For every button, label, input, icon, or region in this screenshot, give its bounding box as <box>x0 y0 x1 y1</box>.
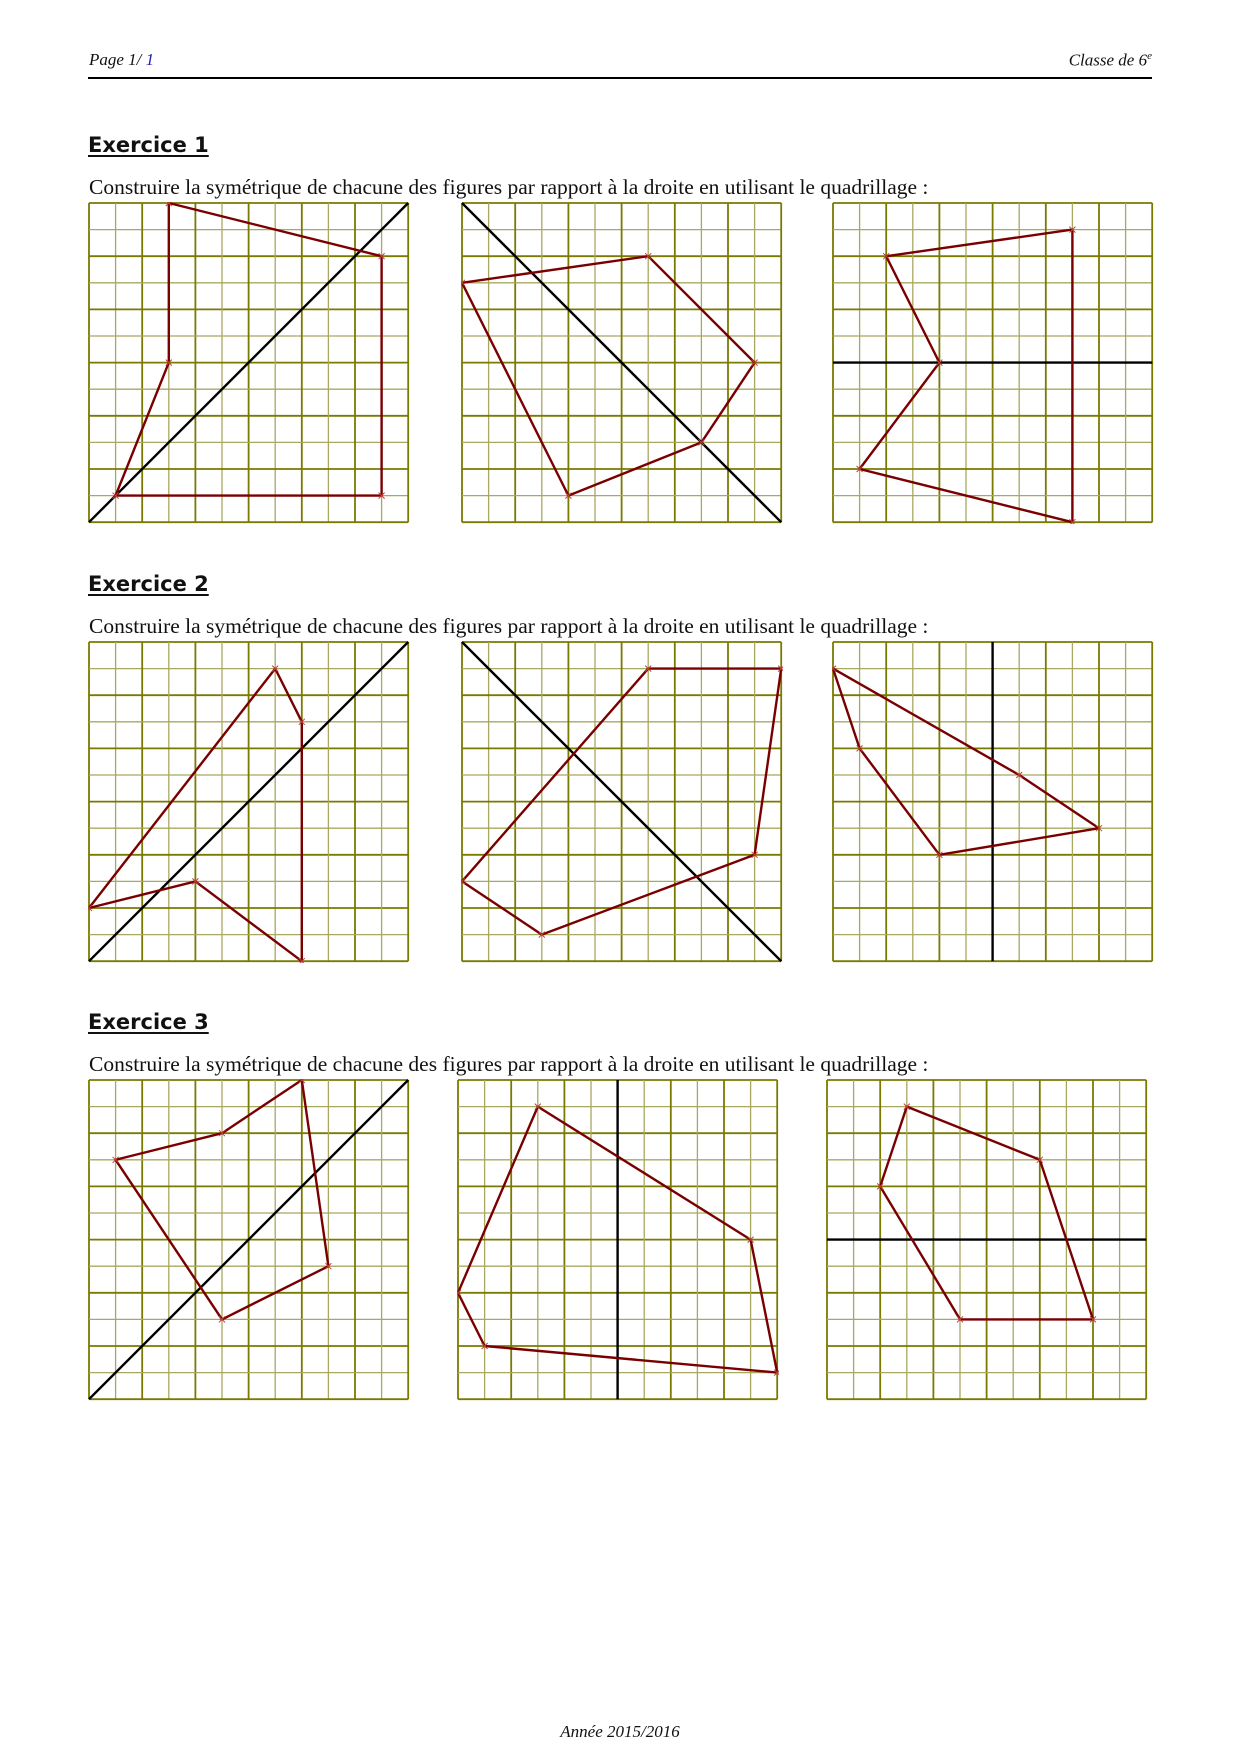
ex1-grid-2 <box>461 202 783 524</box>
page-total-link[interactable]: 1 <box>145 50 155 69</box>
class-sup: e <box>1147 50 1152 62</box>
page-number <box>89 50 154 70</box>
class-text: Classe de 6 <box>1068 50 1148 70</box>
ex2-grid-3 <box>832 641 1154 963</box>
ex2-grid-2 <box>461 641 783 963</box>
exercise-2-instruction: Construire la symétrique de chacune des figures par rapport à la droite en utilisant le quadrillage : <box>89 614 929 638</box>
exercise-3-instruction: Construire la symétrique de chacune des figures par rapport à la droite en utilisant le quadrillage : <box>89 1052 929 1076</box>
exercise-1-title: Exercice 1 <box>88 133 209 157</box>
header-rule <box>88 77 1152 79</box>
ex3-grid-3 <box>826 1079 1148 1401</box>
ex2-grid-1 <box>88 641 410 963</box>
ex3-grid-2 <box>457 1079 779 1401</box>
footer-year: Année 2015/2016 <box>560 1722 680 1741</box>
figure-polygon <box>462 256 755 495</box>
exercise-2-title: Exercice 2 <box>88 572 209 596</box>
ex1-grid-3 <box>832 202 1154 524</box>
class-label <box>1069 50 1152 71</box>
page-prefix: Page 1/ <box>89 50 146 69</box>
exercise-3-title: Exercice 3 <box>88 1010 209 1034</box>
ex1-grid-1 <box>88 202 410 524</box>
ex3-grid-1 <box>88 1079 410 1401</box>
exercise-1-instruction: Construire la symétrique de chacune des figures par rapport à la droite en utilisant le quadrillage : <box>89 175 929 199</box>
